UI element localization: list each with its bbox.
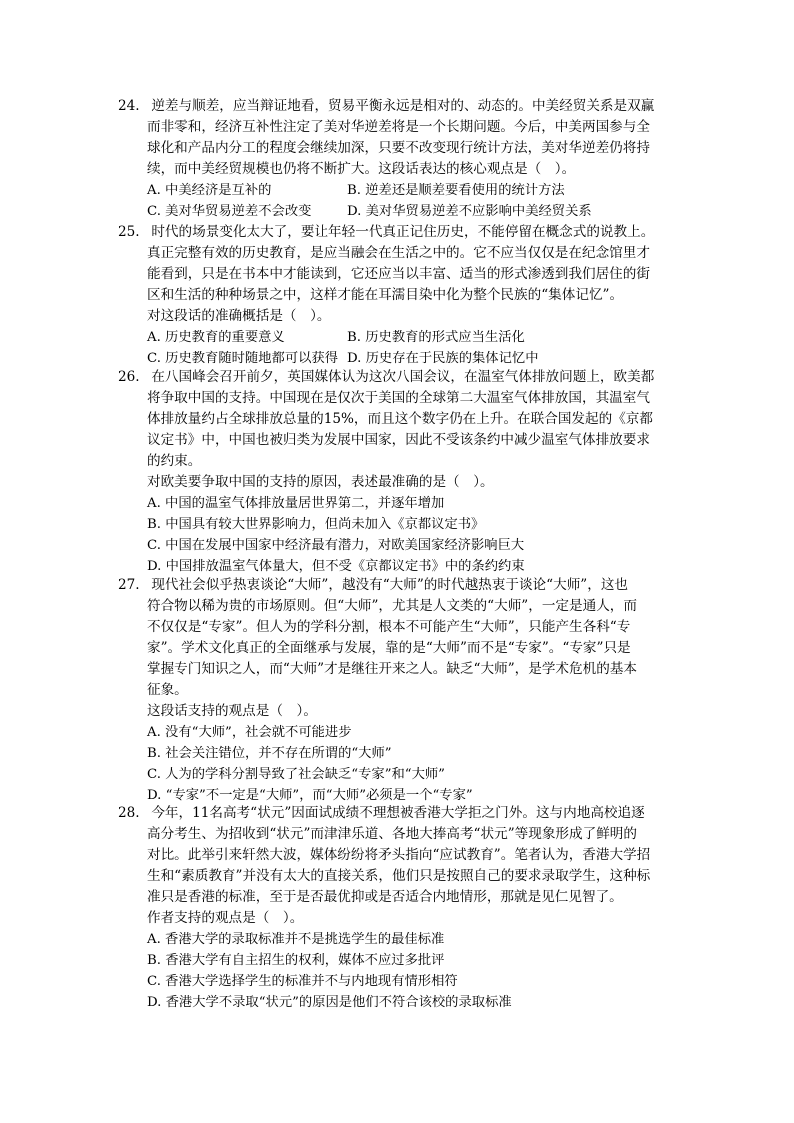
question-text-line: 征象。: [147, 682, 188, 698]
question-text-line: 议定书》中，中国也被归类为发展中国家，因此不受该条约中减少温室气体排放要求: [147, 432, 650, 448]
option-c: C. 美对华贸易逆差不会改变: [147, 204, 312, 219]
question-text-line: 家”。学术文化真正的全面继承与发展，靠的是“大师”而不是“专家”。“专家”只是: [147, 640, 631, 656]
question-prompt: 对这段话的准确概括是（ ）。: [147, 308, 331, 324]
option-d: D. 美对华贸易逆差不应影响中美经贸关系: [347, 204, 592, 219]
question-prompt: 这段话支持的观点是（ ）。: [147, 703, 317, 719]
option-b: B. 中国具有较大世界影响力，但尚未加入《京都议定书》: [147, 517, 485, 532]
option-a: A. 香港大学的录取标准并不是挑选学生的最佳标准: [147, 932, 445, 947]
option-c: C. 历史教育随时随地都可以获得: [147, 351, 339, 366]
question-text-line: 对比。此举引来轩然大波，媒体纷纷将矛头指向“应试教育”。笔者认为，香港大学招: [147, 847, 651, 863]
question-27: [118, 575, 678, 806]
question-prompt: 作者支持的观点是（ ）。: [147, 910, 304, 926]
question-text-line: 体排放量约占全球排放总量的15%，而且这个数字仍在上升。在联合国发起的《京都: [147, 411, 653, 427]
question-text-line: 将争取中国的支持。中国现在是仅次于美国的全球第二大温室气体排放国，其温室气: [147, 390, 650, 406]
question-text-line: 逆差与顺差，应当辩证地看，贸易平衡永远是相对的、动态的。中美经贸关系是双赢: [147, 98, 655, 114]
option-c: C. 香港大学选择学生的标准并不与内地现有情形相符: [147, 974, 458, 989]
question-text-line: 的约束。: [147, 453, 202, 469]
question-text-line: 球化和产品内分工的程度会继续加深，只要不改变现行统计方法，美对华逆差仍将持: [147, 140, 650, 156]
question-text-line: 掌握专门知识之人，而“大师”才是继往开来之人。缺乏“大师”，是学术危机的基本: [147, 661, 637, 677]
question-26: [118, 367, 678, 577]
question-text-line: 今年，11名高考“状元”因面试成绩不理想被香港大学拒之门外。这与内地高校追逐: [147, 805, 645, 821]
question-prompt: 对欧美要争取中国的支持的原因，表述最准确的是（ ）。: [147, 474, 494, 490]
question-text-line: 区和生活的种种场景之中，这样才能在耳濡目染中化为整个民族的“集体记忆”。: [147, 287, 624, 303]
question-28: [118, 803, 678, 1013]
question-24: [118, 96, 678, 222]
option-b: B. 历史教育的形式应当生活化: [347, 330, 525, 345]
option-b: B. 社会关注错位，并不存在所谓的“大师”: [147, 746, 392, 761]
option-a: A. 中国的温室气体排放量居世界第二，并逐年增加: [147, 496, 445, 511]
option-b: B. 香港大学有自主招生的权利，媒体不应过多批评: [147, 953, 445, 968]
option-a: A. 历史教育的重要意义: [147, 330, 285, 345]
question-text-line: 真正完整有效的历史教育，是应当融会在生活之中的。它不应当仅仅是在纪念馆里才: [147, 245, 650, 261]
option-c: C. 中国在发展中国家中经济最有潜力，对欧美国家经济影响巨大: [147, 538, 525, 553]
question-number: 25.: [118, 224, 140, 240]
question-text-line: 时代的场景变化太大了，要让年轻一代真正记住历史，不能停留在概念式的说教上。: [147, 224, 655, 240]
option-d: D. 中国排放温室气体量大，但不受《京都议定书》中的条约约束: [147, 559, 525, 574]
question-text-line: 而非零和，经济互补性注定了美对华逆差将是一个长期问题。今后，中美两国参与全: [147, 119, 650, 135]
question-text-line: 高分考生、为招收到“状元”而津津乐道、各地大捧高考“状元”等现象形成了鲜明的: [147, 826, 637, 842]
option-c: C. 人为的学科分割导致了社会缺乏“专家”和“大师”: [147, 767, 445, 782]
question-text-line: 不仅仅是“专家”。但人为的学科分割，根本不可能产生“大师”，只能产生各科“专: [147, 619, 631, 635]
question-text-line: 现代社会似乎热衷谈论“大师”，越没有“大师”的时代越热衷于谈论“大师”，这也: [147, 577, 629, 593]
question-text-line: 能看到，只是在书本中才能读到，它还应当以丰富、适当的形式渗透到我们居住的街: [147, 266, 650, 282]
question-text-line: 符合物以稀为贵的市场原则。但“大师”，尤其是人文类的“大师”，一定是通人，而: [147, 598, 637, 614]
option-b: B. 逆差还是顺差要看使用的统计方法: [347, 183, 565, 198]
question-number: 28.: [118, 805, 140, 821]
option-a: A. 中美经济是互补的: [147, 183, 272, 198]
question-text-line: 准只是香港的标准，至于是否最优抑或是否适合内地情形，那就是见仁见智了。: [147, 889, 623, 905]
question-number: 27.: [118, 577, 140, 593]
option-d: D. 香港大学不录取“状元”的原因是他们不符合该校的录取标准: [147, 995, 512, 1010]
option-a: A. 没有“大师”，社会就不可能进步: [147, 725, 352, 740]
option-d: D. “专家”不一定是“大师”，而“大师”必须是一个“专家”: [147, 788, 473, 803]
question-text-line: 生和“素质教育”并没有太大的直接关系，他们只是按照自己的要求录取学生，这种标: [147, 868, 651, 884]
question-text-line: 续，而中美经贸规模也仍将不断扩大。这段话表达的核心观点是（ ）。: [147, 161, 576, 177]
question-text-line: 在八国峰会召开前夕，英国媒体认为这次八国会议，在温室气体排放问题上，欧美都: [147, 369, 655, 385]
option-d: D. 历史存在于民族的集体记忆中: [347, 351, 539, 366]
question-number: 26.: [118, 369, 140, 385]
question-number: 24.: [118, 98, 140, 114]
question-25: [118, 222, 678, 369]
